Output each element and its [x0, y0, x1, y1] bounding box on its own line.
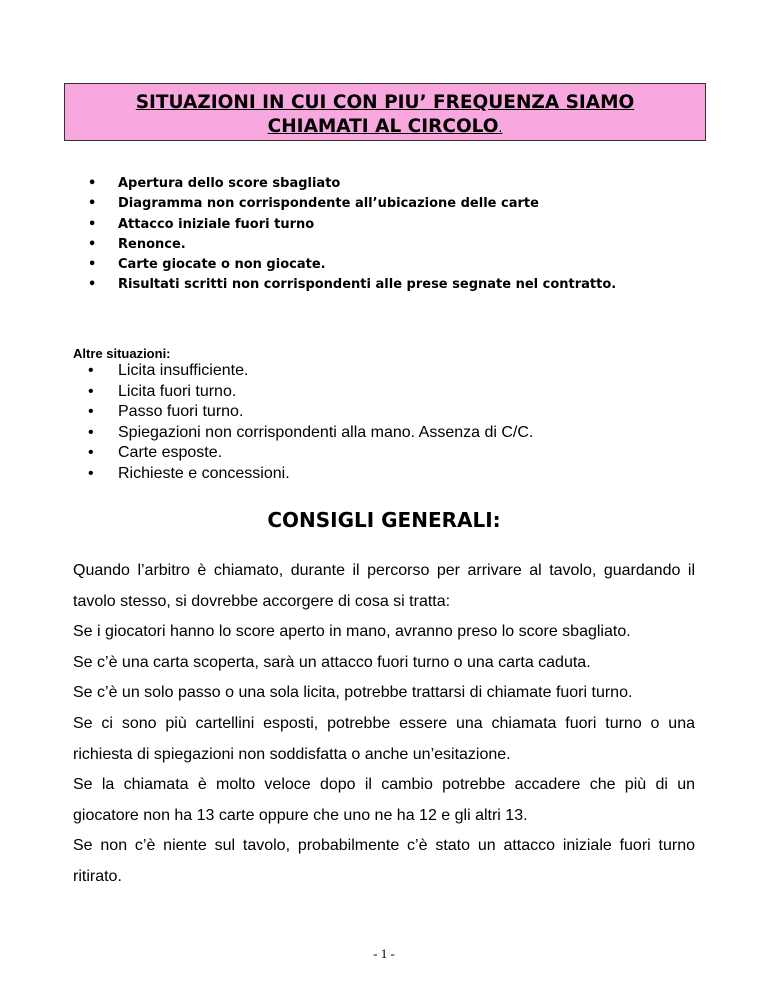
list-item	[88, 255, 616, 275]
bullet-icon: •	[88, 277, 97, 293]
title-trailing-dot: .	[498, 121, 503, 135]
list-item-text: Renonce.	[118, 236, 186, 252]
other-situations-heading: Altre situazioni:	[73, 346, 171, 361]
list-item	[88, 174, 616, 194]
list-item-text: Diagramma non corrispondente all’ubicazione delle carte	[118, 196, 539, 212]
list-item	[88, 402, 533, 423]
list-item-text: Risultati scritti non corrispondenti alle prese segnate nel contratto.	[118, 277, 617, 293]
title-box	[64, 83, 706, 141]
title-line-2	[65, 115, 705, 140]
body-text	[73, 556, 695, 893]
bullet-icon: •	[88, 362, 94, 379]
paragraph: Se c’è un solo passo o una sola licita, potrebbe trattarsi di chiamate fuori turno.	[73, 684, 633, 702]
other-situations-list	[88, 361, 533, 484]
paragraph: Se non c’è niente sul tavolo, probabilmente c’è stato un attacco iniziale fuori turno ritirato.	[73, 837, 695, 885]
list-item	[88, 382, 533, 403]
list-item	[88, 235, 616, 255]
list-item	[88, 443, 533, 464]
list-item-text: Richieste e concessioni.	[118, 464, 290, 482]
paragraph: Se i giocatori hanno lo score aperto in mano, avranno preso lo score sbagliato.	[73, 623, 631, 641]
list-item	[88, 464, 533, 485]
title-line-1: SITUAZIONI IN CUI CON PIU’ FREQUENZA SIAMO	[135, 92, 635, 113]
paragraph: Se c’è una carta scoperta, sarà un attacco fuori turno o una carta caduta.	[73, 653, 591, 671]
bullet-icon: •	[88, 464, 94, 482]
paragraph: Se la chiamata è molto veloce dopo il cambio potrebbe accadere che più di un giocatore non ha 13 carte oppure che uno ne ha 12 e gli altri 13.	[73, 776, 695, 824]
section-title: CONSIGLI GENERALI:	[267, 508, 501, 532]
list-item	[88, 361, 533, 382]
paragraph: Se ci sono più cartellini esposti, potrebbe essere una chiamata fuori turno o una richiesta di spiegazioni non soddisfatta o anche un’esitazione.	[73, 714, 695, 763]
paragraph: Quando l’arbitro è chiamato, durante il percorso per arrivare al tavolo, guardando il tavolo stesso, si dovrebbe accorgere di cosa si tratta:	[73, 562, 695, 610]
bullet-icon: •	[88, 236, 97, 252]
list-item-text: Carte esposte.	[118, 444, 223, 461]
list-item	[88, 275, 616, 295]
main-situations-list	[88, 174, 616, 296]
bullet-icon: •	[88, 257, 97, 273]
list-item-text: Licita fuori turno.	[118, 382, 237, 400]
list-item	[88, 194, 616, 214]
list-item-text: Attacco iniziale fuori turno	[118, 216, 315, 232]
list-item-text: Passo fuori turno.	[118, 403, 244, 420]
bullet-icon: •	[88, 423, 94, 441]
list-item-text: Apertura dello score sbagliato	[118, 176, 341, 191]
list-item	[88, 423, 533, 444]
bullet-icon: •	[88, 403, 94, 420]
bullet-icon: •	[88, 196, 97, 212]
bullet-icon: •	[88, 216, 97, 232]
bullet-icon: •	[88, 382, 94, 400]
list-item	[88, 215, 616, 235]
page-number: - 1 -	[373, 946, 395, 961]
list-item-text: Spiegazioni non corrispondenti alla mano. Assenza di C/C.	[118, 423, 534, 441]
list-item-text: Licita insufficiente.	[118, 362, 249, 379]
bullet-icon: •	[88, 176, 97, 191]
list-item-text: Carte giocate o non giocate.	[118, 257, 326, 273]
title-line-2-text: CHIAMATI AL CIRCOLO	[267, 116, 499, 137]
bullet-icon: •	[88, 444, 94, 461]
